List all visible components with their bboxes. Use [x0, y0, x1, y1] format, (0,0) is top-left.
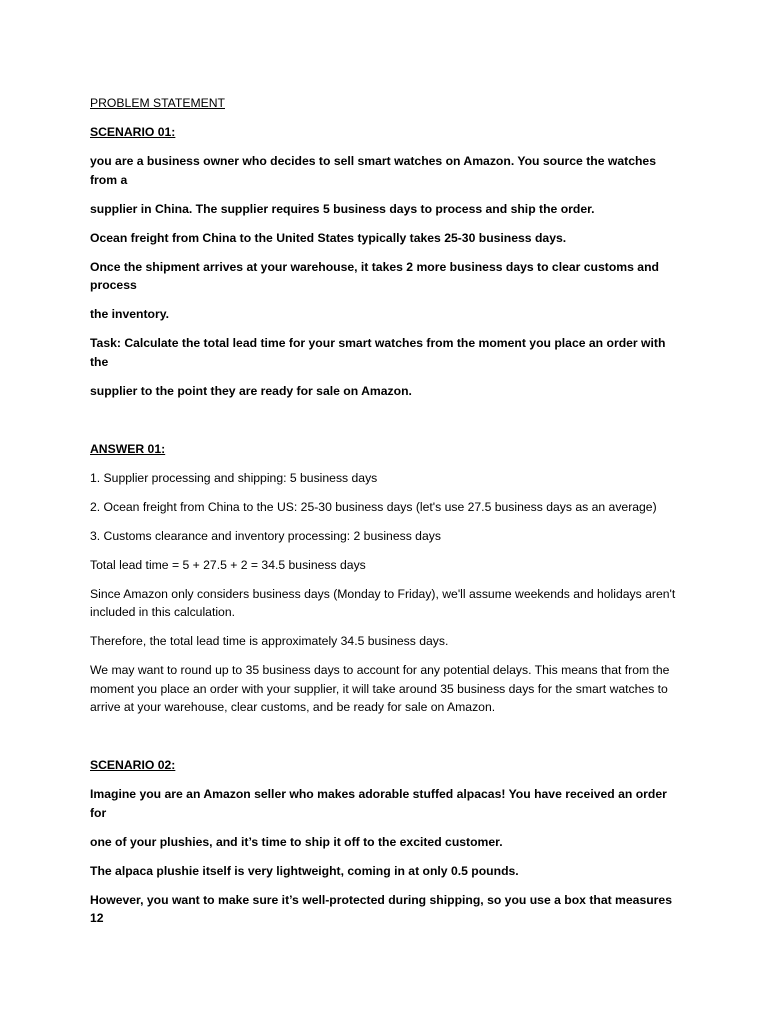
problem-statement-heading: PROBLEM STATEMENT [90, 96, 225, 110]
answer-01-line: 2. Ocean freight from China to the US: 25-30 business days (let's use 27.5 business days as an average) [90, 499, 657, 514]
scenario-02-line: However, you want to make sure it’s well-protected during shipping, so you use a box that measures 12 [90, 892, 672, 925]
scenario-01-heading: SCENARIO 01: [90, 125, 176, 139]
answer-01-line: Therefore, the total lead time is approximately 34.5 business days. [90, 634, 449, 648]
scenario-02-line: Imagine you are an Amazon seller who makes adorable stuffed alpacas! You have received an order for [90, 787, 667, 820]
scenario-02-line: one of your plushies, and it’s time to ship it off to the excited customer. [90, 834, 503, 849]
answer-01-line: 3. Customs clearance and inventory processing: 2 business days [90, 528, 441, 543]
answer-01-line: We may want to round up to 35 business days to account for any potential delays. This means that from the moment you place an order with your supplier, it will take around 35 business days for the smart watches to arrive at your warehouse, clear customs, and be ready for sale on Amazon. [90, 663, 670, 714]
answer-01-heading: ANSWER 01: [90, 441, 166, 456]
scenario-01-line: Task: Calculate the total lead time for your smart watches from the moment you place an order with the [90, 336, 666, 369]
answer-01-line: Total lead time = 5 + 27.5 + 2 = 34.5 business days [90, 557, 366, 572]
scenario-02-line: The alpaca plushie itself is very lightweight, coming in at only 0.5 pounds. [90, 863, 519, 878]
scenario-01-line: supplier to the point they are ready for sale on Amazon. [90, 383, 412, 398]
scenario-01-line: the inventory. [90, 307, 170, 321]
scenario-01-line: supplier in China. The supplier requires 5 business days to process and ship the order. [90, 201, 595, 216]
scenario-02-heading: SCENARIO 02: [90, 758, 176, 772]
spacer [90, 411, 678, 440]
answer-01-line: 1. Supplier processing and shipping: 5 business days [90, 470, 378, 485]
scenario-01-line: you are a business owner who decides to sell smart watches on Amazon. You source the watches from a [90, 154, 656, 187]
spacer [90, 727, 678, 756]
answer-01-line: Since Amazon only considers business days (Monday to Friday), we'll assume weekends and holidays aren't included in this calculation. [90, 586, 676, 619]
scenario-01-line: Once the shipment arrives at your warehouse, it takes 2 more business days to clear customs and process [90, 259, 659, 292]
scenario-01-line: Ocean freight from China to the United States typically takes 25-30 business days. [90, 230, 567, 245]
